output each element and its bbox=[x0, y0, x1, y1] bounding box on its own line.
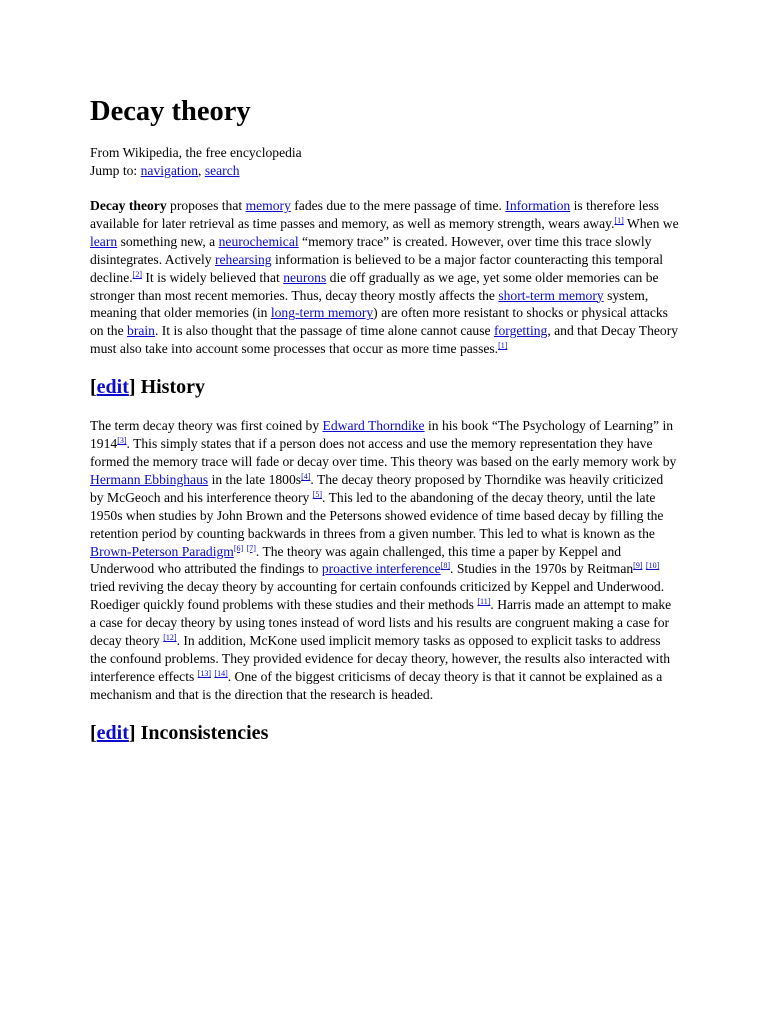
link-brown-peterson-paradigm[interactable]: Brown-Peterson Paradigm bbox=[90, 543, 234, 559]
history-text: . The theory was again challenged, this time a paper by Keppel and Underwood who attributed the findings to bbox=[90, 543, 622, 577]
citation-link[interactable]: [9] bbox=[633, 561, 643, 571]
citation[interactable] bbox=[301, 472, 310, 481]
search-link[interactable]: search bbox=[204, 163, 240, 178]
intro-text: something new, a bbox=[120, 233, 216, 249]
history-paragraph bbox=[90, 417, 680, 704]
history-text: . The decay theory proposed by Thorndike was heavily criticized by McGeoch and his interference theory bbox=[90, 471, 664, 505]
history-text: tried reviving the decay theory by accounting for certain confounds criticized by Keppel and Underwood. Roediger quickly found problems with these studies and their methods bbox=[90, 579, 665, 613]
citation[interactable] bbox=[477, 597, 490, 606]
citation[interactable] bbox=[247, 544, 256, 553]
citation-link[interactable]: [14] bbox=[214, 668, 228, 678]
link-hermann-ebbinghaus[interactable]: Hermann Ebbinghaus bbox=[90, 471, 209, 487]
citation[interactable] bbox=[117, 436, 126, 445]
intro-text: die off gradually as we age, yet some older memories can be stronger than most recent memories. Thus, decay theory mostly affects the bbox=[90, 269, 659, 303]
intro-text: information is believed to be a major factor counteracting this temporal decline. bbox=[90, 251, 664, 285]
citation[interactable] bbox=[441, 561, 450, 570]
jump-separator: , bbox=[198, 163, 202, 178]
link-proactive-interference[interactable]: proactive interference bbox=[321, 561, 441, 577]
history-text: The term decay theory was first coined by bbox=[90, 418, 320, 434]
history-text: in his book “The Psychology of Learning” in 1914 bbox=[90, 418, 674, 452]
citation-link[interactable]: [3] bbox=[117, 436, 127, 446]
history-text: . This led to the abandoning of the decay theory, until the late 1950s when studies by John Brown and the Petersons showed evidence of time based decay by filling the retention period by counting backwards in threes from a given number. This led to what is known as the bbox=[90, 489, 664, 541]
link-forgetting[interactable]: forgetting bbox=[493, 323, 548, 339]
page-title: Decay theory bbox=[90, 96, 251, 127]
history-text: . One of the biggest criticisms of decay theory is that it cannot be explained as a mechanism and that is the direction that the research is headed. bbox=[90, 668, 663, 702]
intro-text: It is widely believed that bbox=[145, 269, 280, 285]
citation[interactable] bbox=[198, 669, 211, 678]
history-text: in the late 1800s bbox=[211, 471, 302, 487]
citation-link[interactable]: [8] bbox=[440, 561, 451, 571]
link-neurochemical[interactable]: neurochemical bbox=[218, 233, 299, 249]
history-text: . Studies in the 1970s by Reitman bbox=[450, 561, 634, 577]
citation-link[interactable]: [7] bbox=[246, 543, 256, 553]
edit-link-history[interactable]: edit bbox=[96, 376, 129, 399]
citation[interactable] bbox=[633, 561, 642, 570]
intro-text: is therefore less available for later retrieval as time passes and memory, as well as memory strength, wears away. bbox=[90, 198, 659, 231]
citation-link[interactable]: [12] bbox=[163, 633, 177, 643]
intro-text: . It is also thought that the passage of time alone cannot cause bbox=[154, 323, 491, 339]
link-learn[interactable]: learn bbox=[90, 233, 118, 249]
bracket-close: ] bbox=[128, 376, 136, 399]
section-title-history: History bbox=[140, 376, 205, 399]
citation-link[interactable]: [11] bbox=[477, 597, 491, 607]
intro-text: When we bbox=[626, 215, 679, 231]
intro-text: , and that Decay Theory must also take into account some processes that occur as more time passes. bbox=[90, 323, 679, 357]
navigation-link[interactable]: navigation bbox=[140, 163, 199, 178]
link-edward-thorndike[interactable]: Edward Thorndike bbox=[322, 418, 425, 434]
section-title-inconsistencies: Inconsistencies bbox=[140, 721, 269, 744]
citation-link[interactable]: [13] bbox=[197, 668, 212, 678]
history-text: . This simply states that if a person does not access and use the memory representation they have formed the memory trace will fade or decay over time. This theory was based on the early memory work by bbox=[90, 436, 677, 469]
bracket-open: [ bbox=[90, 376, 97, 399]
section-heading-history bbox=[90, 374, 680, 400]
citation[interactable] bbox=[234, 544, 243, 553]
citation[interactable] bbox=[498, 341, 507, 350]
history-text: . Harris made an attempt to make a case for decay theory by using tones instead of word lists and his results are congruent making a case for decay theory bbox=[90, 597, 672, 649]
intro-text: “memory trace” is created. However, over time this trace slowly disintegrates. Actively bbox=[90, 233, 652, 267]
citation[interactable] bbox=[214, 669, 227, 678]
link-rehearsing[interactable]: rehearsing bbox=[214, 251, 272, 267]
citation-link[interactable]: [5] bbox=[312, 489, 323, 499]
citation-link[interactable]: [1] bbox=[498, 341, 508, 351]
bracket-open: [ bbox=[90, 721, 97, 744]
intro-paragraph bbox=[90, 197, 680, 358]
intro-text: ) are often more resistant to shocks or physical attacks on the bbox=[90, 305, 668, 339]
intro-text: system, meaning that older memories (in bbox=[90, 287, 649, 321]
link-neurons[interactable]: neurons bbox=[283, 269, 327, 285]
article-meta bbox=[90, 144, 680, 180]
edit-link-inconsistencies[interactable]: edit bbox=[96, 721, 129, 744]
citation[interactable] bbox=[313, 490, 322, 499]
citation-link[interactable]: [4] bbox=[301, 471, 311, 481]
citation[interactable] bbox=[646, 561, 659, 570]
section-heading-inconsistencies bbox=[90, 720, 680, 746]
citation-link[interactable]: [2] bbox=[132, 269, 142, 279]
link-brain[interactable]: brain bbox=[127, 323, 155, 339]
citation[interactable] bbox=[614, 216, 623, 225]
citation[interactable] bbox=[163, 633, 176, 642]
history-text: . In addition, McKone used implicit memory tasks as opposed to explicit tasks to address the confound problems. They provided evidence for decay theory, however, the results also interacted with interference effects bbox=[90, 633, 671, 684]
bracket-close: ] bbox=[128, 721, 136, 744]
article-content bbox=[90, 94, 680, 746]
citation-link[interactable]: [6] bbox=[233, 543, 244, 553]
citation-link[interactable]: [10] bbox=[645, 561, 660, 571]
link-memory[interactable]: memory bbox=[245, 198, 291, 213]
citation[interactable] bbox=[133, 270, 142, 279]
jump-to-line bbox=[90, 162, 680, 180]
intro-text: proposes that bbox=[170, 198, 243, 213]
intro-text: fades due to the mere passage of time. bbox=[294, 198, 502, 213]
link-information[interactable]: Information bbox=[505, 198, 571, 213]
jump-to-label: Jump to: bbox=[90, 163, 138, 178]
link-long-term-memory[interactable]: long-term memory bbox=[270, 305, 374, 321]
from-line: From Wikipedia, the free encyclopedia bbox=[90, 145, 302, 160]
intro-bold-term: Decay theory bbox=[90, 198, 167, 213]
link-short-term-memory[interactable]: short-term memory bbox=[498, 287, 604, 303]
citation-link[interactable]: [1] bbox=[614, 215, 624, 225]
